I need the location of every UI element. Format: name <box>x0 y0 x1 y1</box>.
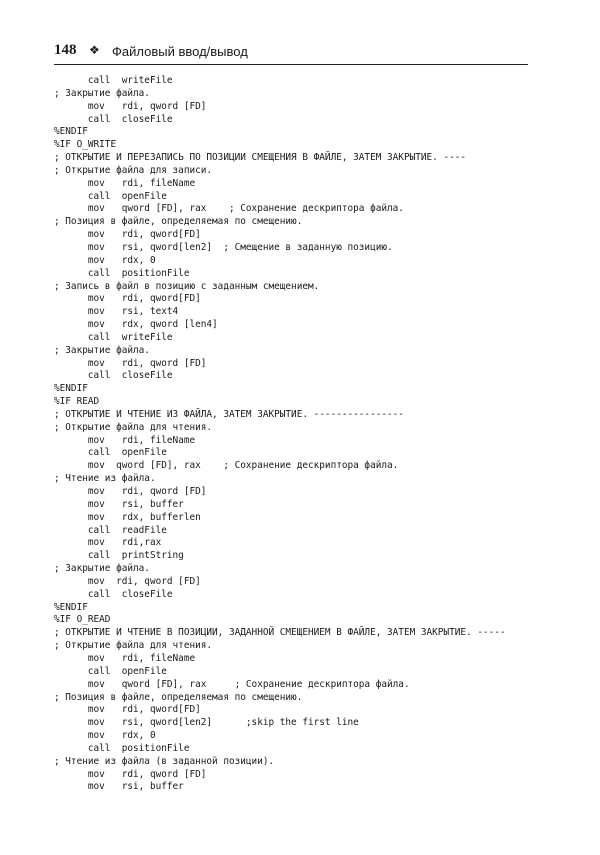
diamond-ornament-icon: ❖ <box>89 43 100 57</box>
code-line: %ENDIF <box>54 601 88 613</box>
code-line: ; Запись в файл в позицию с заданным смещением. <box>54 280 320 292</box>
code-line: mov rdi, fileName <box>54 434 196 446</box>
code-line: ; Закрытие файла. <box>54 563 150 575</box>
code-line: call readFile <box>54 524 167 536</box>
code-line: mov qword [FD], rax ; Сохранение дескриптора файла. <box>54 678 410 690</box>
code-line: ; ОТКРЫТИЕ И ЧТЕНИЕ В ПОЗИЦИИ, ЗАДАННОЙ СМЕЩЕНИЕМ В ФАЙЛЕ, ЗАТЕМ ЗАКРЫТИЕ. ----- <box>54 627 506 639</box>
code-line: call closeFile <box>54 113 173 125</box>
code-line: ; ОТКРЫТИЕ И ЧТЕНИЕ ИЗ ФАЙЛА, ЗАТЕМ ЗАКРЫТИЕ. ---------------- <box>54 408 404 420</box>
code-line: ; Позиция в файле, определяемая по смещению. <box>54 691 303 703</box>
code-line: call openFile <box>54 190 167 202</box>
code-line: call positionFile <box>54 267 190 279</box>
code-line: ; Чтение из файла. <box>54 473 156 485</box>
code-line: mov rdx, qword [len4] <box>54 319 218 331</box>
code-line: mov rdi, qword [FD] <box>54 357 207 369</box>
code-line: mov rdi, qword [FD] <box>54 768 207 780</box>
code-line: ; Чтение из файла (в заданной позиции). <box>54 755 275 767</box>
code-line: ; Позиция в файле, определяемая по смещению. <box>54 216 303 228</box>
code-line: mov rsi, qword[len2] ; Смещение в заданную позицию. <box>54 241 393 253</box>
code-line: mov rdx, bufferlen <box>54 511 201 523</box>
code-line: call openFile <box>54 447 167 459</box>
code-line: ; ОТКРЫТИЕ И ПЕРЕЗАПИСЬ ПО ПОЗИЦИИ СМЕЩЕНИЯ В ФАЙЛЕ, ЗАТЕМ ЗАКРЫТИЕ. ---- <box>54 152 467 164</box>
code-line: call openFile <box>54 665 167 677</box>
code-line: mov rsi, buffer <box>54 498 184 510</box>
code-line: %ENDIF <box>54 383 88 395</box>
code-line: ; Закрытие файла. <box>54 344 150 356</box>
code-line: mov rdi, qword [FD] <box>54 100 207 112</box>
code-line: ; Открытие файла для записи. <box>54 164 213 176</box>
code-line: call closeFile <box>54 588 173 600</box>
code-line: mov rdi, qword [FD] <box>54 575 201 587</box>
code-listing <box>54 75 544 794</box>
code-line: mov rsi, buffer <box>54 781 184 793</box>
code-line: mov rdi,rax <box>54 537 162 549</box>
code-line: mov rdx, 0 <box>54 254 156 266</box>
code-line: mov rsi, text4 <box>54 306 179 318</box>
code-line: mov rdi, qword[FD] <box>54 293 201 305</box>
code-line: %ENDIF <box>54 126 88 138</box>
code-line: ; Открытие файла для чтения. <box>54 640 213 652</box>
code-line: mov rdi, qword[FD] <box>54 229 201 241</box>
code-line: mov qword [FD], rax ; Сохранение дескриптора файла. <box>54 203 404 215</box>
code-line: call writeFile <box>54 75 173 86</box>
code-line: call closeFile <box>54 370 173 382</box>
code-line: %IF O_READ <box>54 614 111 626</box>
code-line: %IF READ <box>54 396 100 408</box>
code-line: ; Закрытие файла. <box>54 87 150 99</box>
chapter-title: Файловый ввод/вывод <box>112 44 248 59</box>
code-line: mov rsi, qword[len2] ;skip the first line <box>54 717 359 729</box>
page-header <box>54 40 528 65</box>
code-line: mov qword [FD], rax ; Сохранение дескриптора файла. <box>54 460 399 472</box>
code-line: call printString <box>54 550 184 562</box>
code-line: mov rdx, 0 <box>54 730 156 742</box>
code-line: %IF O_WRITE <box>54 139 117 151</box>
code-line: mov rdi, qword [FD] <box>54 486 207 497</box>
code-line: mov rdi, qword[FD] <box>54 704 201 716</box>
page-number: 148 <box>54 42 77 58</box>
code-line: mov rdi, fileName <box>54 652 196 664</box>
code-line: call writeFile <box>54 331 173 343</box>
code-line: call positionFile <box>54 742 190 754</box>
code-line: mov rdi, fileName <box>54 177 196 189</box>
code-line: ; Открытие файла для чтения. <box>54 421 213 433</box>
